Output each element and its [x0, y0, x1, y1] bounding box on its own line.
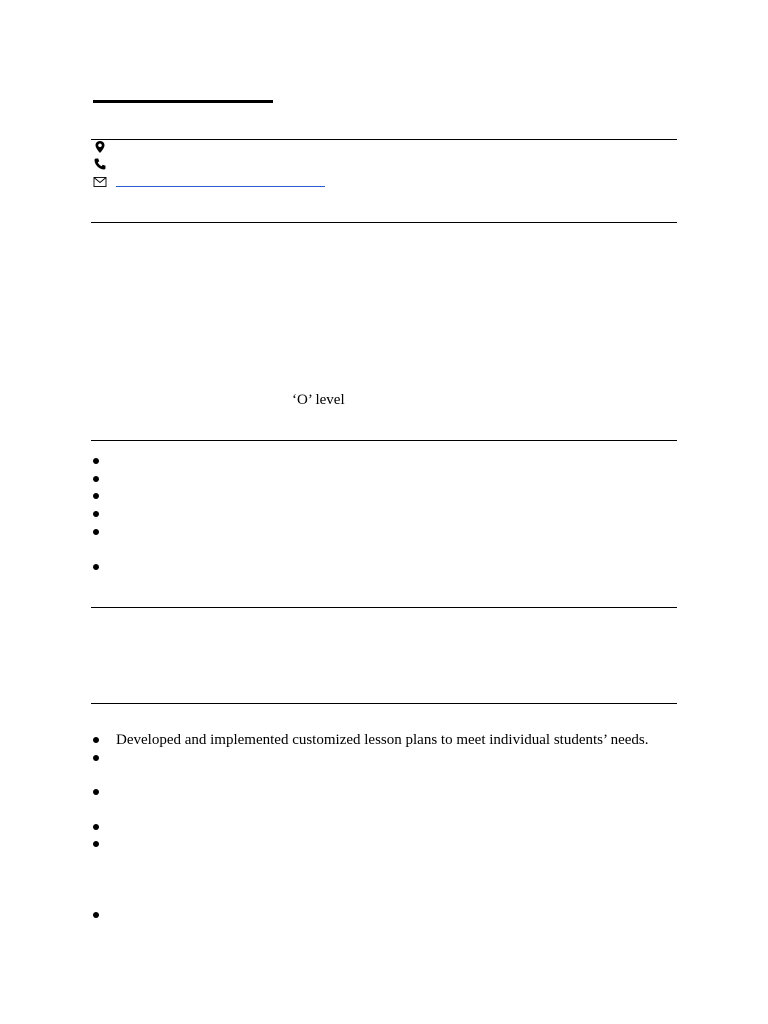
name-underline: [93, 100, 273, 103]
skills-bullet: [93, 511, 99, 517]
envelope-icon: [93, 175, 107, 189]
divider-summary-top: [91, 222, 677, 223]
skills-bullet: [93, 564, 99, 570]
divider-contact-top: [91, 139, 677, 140]
skills-bullet: [93, 529, 99, 535]
divider-section-4-top: [91, 607, 677, 608]
divider-skills-top: [91, 440, 677, 441]
experience-bullet: [93, 789, 99, 795]
skills-bullet: [93, 458, 99, 464]
email-link[interactable]: [116, 186, 325, 187]
location-pin-icon: [93, 140, 107, 154]
experience-bullet: [93, 841, 99, 847]
experience-bullet: [93, 824, 99, 830]
experience-bullet: [93, 755, 99, 761]
education-o-level-label: ‘O’ level: [292, 392, 345, 408]
experience-bullet: [93, 912, 99, 918]
divider-experience-top: [91, 703, 677, 704]
phone-icon: [93, 157, 107, 171]
experience-bullet-text: Developed and implemented customized lesson plans to meet individual students’ needs.: [116, 732, 649, 748]
skills-bullet: [93, 476, 99, 482]
skills-bullet: [93, 493, 99, 499]
experience-bullet: [93, 737, 99, 743]
